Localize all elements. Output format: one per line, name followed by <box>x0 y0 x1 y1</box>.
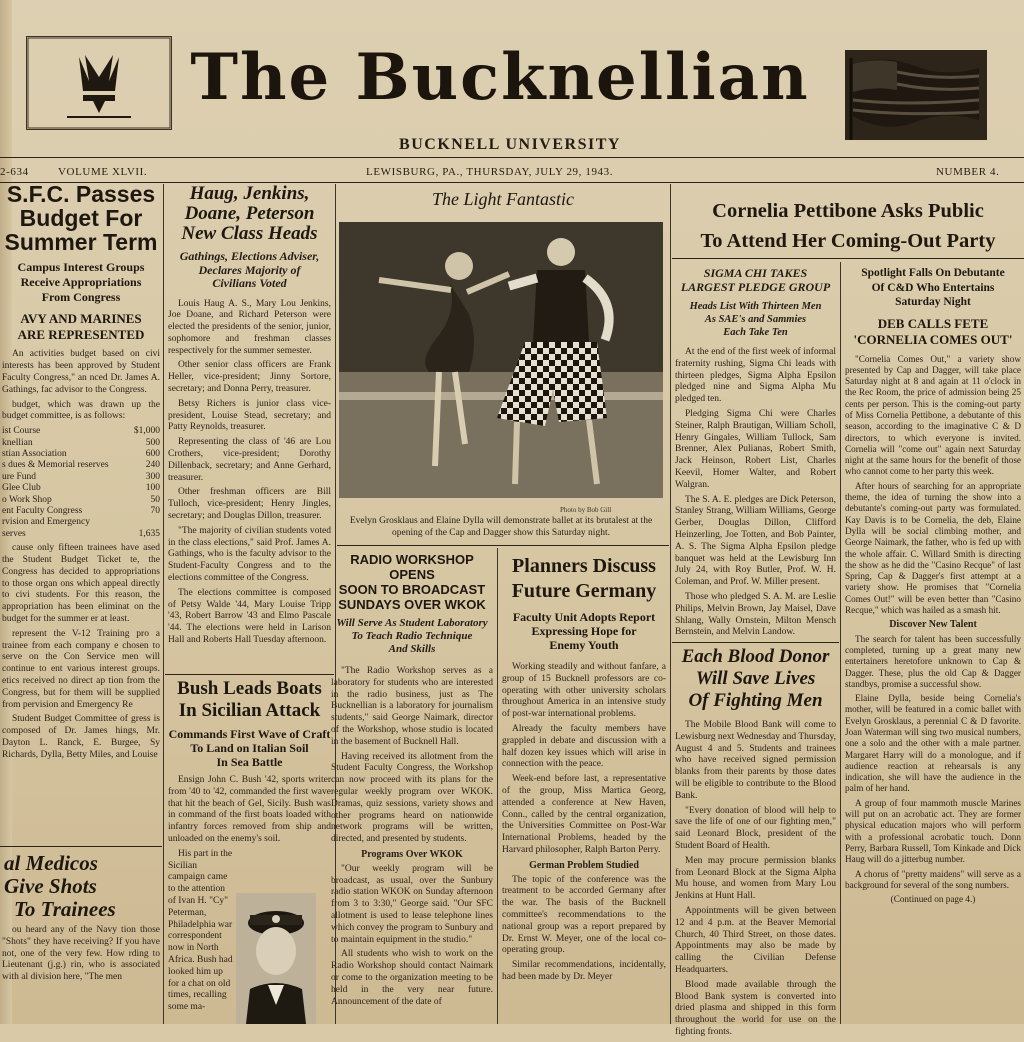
body-paragraph: At the end of the first week of informal fraternity rushing, Sigma Chi leads with thirteen pledges, Sigma Alpha Epsilon pledged nine and Sigma Alpha Mu pledged ten. <box>675 347 836 405</box>
headline-line: Give Shots <box>4 874 97 898</box>
volume-label: VOLUME XLVII. <box>58 166 148 178</box>
body-paragraph: Blood made available through the Blood Bank system is converted into dried plasma and shipped in this form throughout the world for use on the fighting fronts. <box>675 979 836 1037</box>
headline-line: RADIO WORKSHOP OPENS <box>350 552 474 582</box>
body-paragraph: Elaine Dylla, beside being Cornelia's mother, will be featured in a comic ballet with Evelyn Grosklaus, a perennial C & D favorite. Joan Waterman will sing two musical numbers, one a solo and the other with a male partner. Margaret Harry will do a monologue, and if audience reaction at rehearsals is any indication, she will have the audience in the palm of her hand. <box>845 693 1021 794</box>
body-paragraph: Other senior class officers are Frank Heller, vice-president; Jinny Sortore, secretary; and Donna Perry, treasurer. <box>168 360 331 395</box>
blood-bank-article <box>672 646 839 1042</box>
budget-row: ure Fund 300 <box>2 471 160 482</box>
headline-line: Budget For <box>19 205 143 232</box>
body-paragraph: Student Budget Committee of gress is composed of Dr. James hings, Mr. Dayton L. Ranck, E. Burgee, Sy Richards, Dylla, Betty Miles, and Louise <box>2 714 160 760</box>
cornelia-article <box>842 266 1024 905</box>
body-paragraph: Representing the class of '46 are Lou Crothers, vice-president; Dorothy Dillenback, secretary; and Anne Gerhard, treasurer. <box>168 437 331 483</box>
body-paragraph: Week-end before last, a representative of the group, Miss Martica Georg, attended a conference at New Haven, Conn., called by the central organization, the Universities Committee on Post-War International Problems, headed by the Harvard philosopher, Ralph Barton Perry. <box>502 774 666 855</box>
deck-line: Each Take Ten <box>723 327 788 338</box>
body-paragraph: Other freshman officers are Bill Tulloch, vice-president; Henry Jingles, secretary; and Douglas Dillon, treasurer. <box>168 487 331 522</box>
headline-line: Planners Discuss <box>512 555 656 577</box>
radio-workshop-article <box>328 552 496 1011</box>
budget-row: knellian 500 <box>2 437 160 448</box>
deck-line: Civilians Voted <box>212 276 287 290</box>
deck-line: Campus Interest Groups <box>17 260 145 275</box>
headline-line: Bush Leads Boats <box>177 678 322 699</box>
continued-note: (Continued on page 4.) <box>890 894 976 905</box>
body-paragraph: "The Radio Workshop serves as a laboratory for students who are interested in the radio business, just as The Bucknellian is a laboratory for journalism students," said George Naimark, director of the Workshop, whose studio is located in the basement of Bucknell Hall. <box>331 666 493 747</box>
subheading: German Problem Studied <box>529 859 639 871</box>
deck-line: Gathings, Elections Adviser, <box>179 249 320 263</box>
headline-line: Future Germany <box>511 580 657 602</box>
body-paragraph: A group of four mammoth muscle Marines will put on an acrobatic act. They are former physical education majors who will perform with a professional acrobatic touch. Donn Perry, Barbara Russell, Tom Kinkade and Dick Haug will do a jitterbug number. <box>845 797 1021 865</box>
body-paragraph: The elections committee is composed of Petsy Walde '44, Mary Louise Tripp '43, Robert Barrow '43 and Elmo Pascale '44. The elections were held in Larison Hall and Roberts Hall Tuesday afternoon. <box>168 587 331 646</box>
body-paragraph: "The majority of civilian students voted in the class elections," said Prof. James A. Gathings, who is the faculty advisor to the Student-Faculty Congress and to the elections committee of the Congress. <box>168 525 331 584</box>
issue-number: NUMBER 4. <box>936 166 1000 178</box>
masthead-title: The Bucknellian <box>190 40 810 115</box>
column-rule <box>840 262 841 1024</box>
deck-line: Faculty Unit Adopts Report <box>512 610 656 624</box>
body-paragraph: Working steadily and without fanfare, a group of 15 Bucknell professors are co-operating with other university scholars throughout America in an intensive study of post-war international problems. <box>502 662 666 720</box>
column-rule <box>497 548 498 1024</box>
university-name: BUCKNELL UNIVERSITY <box>399 136 621 153</box>
body-paragraph: A chorus of "pretty maidens" will serve as a background for several of the song numbers. <box>845 868 1021 890</box>
body-paragraph: The S. A. E. pledges are Dick Peterson, Stanley Strang, William Williams, George Gerber, Douglas Dillon, Clifford Heinzerling, Joe Totten, and Bob Painter, A. S. The Sigma Alpha Epsilon pledge banquet was held at the Lewisburg Inn July 24, with Roy Butler, Prof. W. H. Coleman, and Prof. W. Miller present. <box>675 494 836 588</box>
column-rule <box>670 184 671 1024</box>
deck-line: Heads List With Thirteen Men <box>689 301 822 312</box>
body-paragraph: represent the V-12 Training pro a trainee from each company e chosen to serve on the Con Service men will continue to ent various interest groups. etics received no direct ap tion from the Congress, but for them will be supplied from pervision and Emergency Re <box>2 628 160 710</box>
photo-credit: Photo by Bob Gill <box>560 506 612 514</box>
navy-medicos-article <box>0 852 162 987</box>
body-paragraph: Those who pledged S. A. M. are Leslie Philips, Melvin Brown, Jay Maisel, Dave Shlang, Wally Ornstein, Milton Mensch Bernstein, and Melvin Landow. <box>675 591 836 638</box>
deck-line: Receive Appropriations <box>20 275 142 290</box>
body-paragraph: The search for talent has been successfully completed, turning up a great many new entertainers heretofore unknown to Cap & Dagger. These, plus the old Cap & Dagger standbys, promise a successful show. <box>845 633 1021 689</box>
university-seal-icon <box>26 36 172 130</box>
ensign-portrait-photo <box>236 893 316 1024</box>
planners-article <box>499 554 669 987</box>
photo-caption: Evelyn Grosklaus and Elaine Dylla will demonstrate ballet at its brutalest at the opening of the Cap and Dagger show this Saturday night. <box>349 516 653 538</box>
body-paragraph: All students who wish to work on the Radio Workshop should contact Naimark or come to the organization meeting to be held in the very near future. Announcement of the date of <box>331 949 493 1007</box>
deck-line: To Teach Radio Technique <box>351 630 473 642</box>
ballet-dancers-photo <box>339 222 663 498</box>
headline-line: LARGEST PLEDGE GROUP <box>680 280 831 294</box>
column-rule <box>163 184 164 1024</box>
class-heads-article <box>165 184 334 650</box>
headline-line: Of Fighting Men <box>688 690 823 711</box>
headline-line: In Sicilian Attack <box>178 700 321 721</box>
budget-row: ist Course $1,000 <box>2 426 160 437</box>
body-paragraph: Having received its allotment from the Student Faculty Congress, the Workshop can now proceed with its plans for the regular weekly program over WKOK. Dramas, quiz sessions, variety shows and other programs heard on nationwide network programs will be written, directed, and presented by students. <box>331 751 493 845</box>
budget-table <box>2 426 160 540</box>
deck-line: From Congress <box>41 290 121 305</box>
body-paragraph: Already the faculty members have grappled in debate and discussion with a half dozen key issues which will arise in connection with the peace. <box>502 723 666 770</box>
body-paragraph: "Cornelia Comes Out," a variety show presented by Cap and Dagger, will take place Saturday night at 8 and again at 11 o'clock in the Rec Room, the price of admission being 25 cents per person. This is the coming-out party of Miss Cornelia Pettibone, a debutante of this season, according to the imaginative C & D directors, to which everyone is invited. Cornelia will "come out" again next Saturday night at the same hours for the benefit of those who cannot come to her party this week. <box>845 353 1021 477</box>
budget-row: s dues & Memorial reserves 240 <box>2 460 160 471</box>
photo-bottom-rule <box>337 545 669 546</box>
phone-number: 2-634 <box>0 166 29 178</box>
headline-line: To Trainees <box>14 897 116 921</box>
sigma-chi-article <box>672 266 839 642</box>
deck-line: And Skills <box>388 643 436 655</box>
body-paragraph: The topic of the conference was the treatment to be accorded Germany after the war. The basis of the Bucknell committee's recommendations to the national group was a report prepared by Dr. Ernst W. Meyer, one of the local co-operating group. <box>502 874 666 956</box>
deck-line: ARE REPRESENTED <box>17 327 145 343</box>
deck-line: To Land on Italian Soil <box>190 741 309 755</box>
body-paragraph: budget, which was drawn up the budget committee, is as follows: <box>2 399 160 422</box>
deck-line: Spotlight Falls On Debutante <box>861 267 1005 279</box>
deck-line: AVY AND MARINES <box>20 311 142 327</box>
body-paragraph: Betsy Richers is junior class vice-president, Louise Stead, secretary; and Patty Reynolds, treasurer. <box>168 398 331 433</box>
body-paragraph: Pledging Sigma Chi were Charles Steiner, Ralph Brautigan, William Scholl, Henry Gingales, William Tullock, Sam Brenner, Alex Pulianas, Robert Smith, Jack Heinson, Robert List, Charles Keevil, Homer Walter, and Robert Walgran. <box>675 408 836 490</box>
cornelia-headline <box>672 196 1024 256</box>
deck-line: Enemy Youth <box>549 638 619 652</box>
body-paragraph: Ensign John C. Bush '42, sports writer from '40 to '42, commanded the first wave that hit the beach of Gel, Sicily. Bush was in command of the first boats loaded with infantry forces removed from ship and unloaded on the enemy's soil. <box>168 775 331 844</box>
headline-line: Each Blood Donor <box>681 646 830 667</box>
headline-line: S.F.C. Passes <box>6 181 156 207</box>
headline-line: al Medicos <box>4 851 98 875</box>
american-flag-icon <box>845 50 987 140</box>
deck-line: Saturday Night <box>895 296 971 308</box>
body-paragraph: cause only fifteen trainees have ased the Student Budget Ticket te, the Congress has decided to appropriations to those organ ons which appeal directly to civi students. For this reason, the appropriation has been eliminat on the budget for the summer er at least. <box>2 543 160 625</box>
headline-line: SOON TO BROADCAST <box>338 582 486 597</box>
headline-line: To Attend Her Coming-Out Party <box>700 230 996 252</box>
budget-row: rvision and Emergency <box>2 517 90 528</box>
budget-row: stian Association 600 <box>2 449 160 460</box>
deck-line: Declares Majority of <box>198 262 301 277</box>
budget-row: o Work Shop 50 <box>2 494 160 505</box>
body-paragraph: Men may procure permission blanks from Leonard Block at the Sigma Alpha Mu house, and women from Mary Lou Jenkins at Hunt Hall. <box>675 855 836 902</box>
deck-line: DEB CALLS FETE <box>877 315 989 331</box>
headline-line: Summer Term <box>4 229 158 256</box>
dateline: LEWISBURG, PA., THURSDAY, JULY 29, 1943. <box>366 166 614 178</box>
budget-row: ent Faculty Congress 70 <box>2 506 160 517</box>
body-paragraph: After hours of searching for an appropriate theme, the idea of turning the show into a debutante's coming-out party was formulated. Kay Davis is to be Cornelia, the deb, Elaine Dylla will be social climbing mother, and George Naimark, the father, who is fed up with the whole affair. C. Willard Smith is directing the show as he did the "Casino Recque" of last Spring, Cap & Dagger's first attempt at a variety show. He promises that "Cornelia Comes Out!" will be even better than "Casino Recque," which was hailed as a smash hit. <box>845 480 1021 616</box>
cornelia-rule <box>672 258 1024 259</box>
body-paragraph: An activities budget based on civi interests has been approved by Student Faculty Congress," an nced Dr. James A. Gathings, fac advisor to the Congress. <box>2 349 160 395</box>
masthead-rule <box>0 157 1024 158</box>
headline-line: Will Save Lives <box>695 668 816 689</box>
budget-row: Glee Club 100 <box>2 483 160 494</box>
deck-line: 'CORNELIA COMES OUT' <box>853 331 1013 347</box>
deck-line: Will Serve As Student Laboratory <box>336 617 488 629</box>
headline-line: New Class Heads <box>181 223 318 244</box>
headline-line: Haug, Jenkins, <box>189 183 310 204</box>
deck-line: In Sea Battle <box>216 755 283 769</box>
body-paragraph: Similar recommendations, incidentally, had been made by Dr. Meyer <box>502 960 666 982</box>
deck-line: Expressing Hope for <box>531 624 637 638</box>
headline-line: Doane, Peterson <box>184 203 315 224</box>
body-paragraph: His part in the Sicilian campaign came to the attention of Ivan H. "Cy" Peterman, Philadelphia war correspondent now in North Africa. Bush had looked him up for a chat on old times, recalling some ma- <box>168 848 233 1013</box>
body-paragraph: ou heard any of the Navy tion those "Shots" they have receiving? If you have not, one of the very few. How rding to Lieutenant (j.g.) rin, who is associated with al division here, "The men <box>2 925 160 983</box>
body-paragraph: The Mobile Blood Bank will come to Lewisburg next Wednesday and Thursday, August 4 and 5. Students and trainees who have received signed permission blanks from their parents by those dates will be eligible to contribute to the Blood Bank. <box>675 720 836 801</box>
sfc-budget-article <box>0 180 162 765</box>
body-paragraph: Louis Haug A. S., Mary Lou Jenkins, Joe Doane, and Richard Peterson were elected the presidents of the senior, junior, sophomore and freshman classes respectively for the summer semester. <box>168 298 331 356</box>
blood-rule <box>672 642 839 643</box>
headline-line: Cornelia Pettibone Asks Public <box>712 200 984 222</box>
headline-line: SUNDAYS OVER WKOK <box>338 597 486 612</box>
deck-line: Of C&D Who Entertains <box>871 281 995 294</box>
body-paragraph: "Our weekly program will be broadcast, as usual, over the Sunbury radio station WKOK on Sunday afternoon from 3 to 3:30," George said. "Our SFC allotment is used to lease telephone lines which convey the program to Sunbury and to maintain equipment in the studio." <box>331 863 493 945</box>
body-paragraph: "Every donation of blood will help to save the life of one of our fighting men," said Leonard Block, president of the Student Board of Health. <box>675 805 836 851</box>
photo-heading: The Light Fantastic <box>431 189 574 209</box>
deck-line: Commands First Wave of Craft <box>168 727 331 741</box>
medicos-rule <box>0 846 162 847</box>
subheading: Programs Over WKOK <box>361 848 463 860</box>
body-paragraph: Appointments will be given between 12 and 4 p.m. at the Beaver Memorial Church, 40 Third Street, on those dates. Appointments may also be made by calling the Civilian Defense Headquarters. <box>675 905 836 975</box>
deck-line: As SAE's and Sammies <box>704 314 807 325</box>
bush-rule <box>165 674 334 675</box>
headline-line: SIGMA CHI TAKES <box>703 266 808 280</box>
subheading: Discover New Talent <box>889 619 977 631</box>
budget-row: serves 1,635 <box>2 528 160 539</box>
